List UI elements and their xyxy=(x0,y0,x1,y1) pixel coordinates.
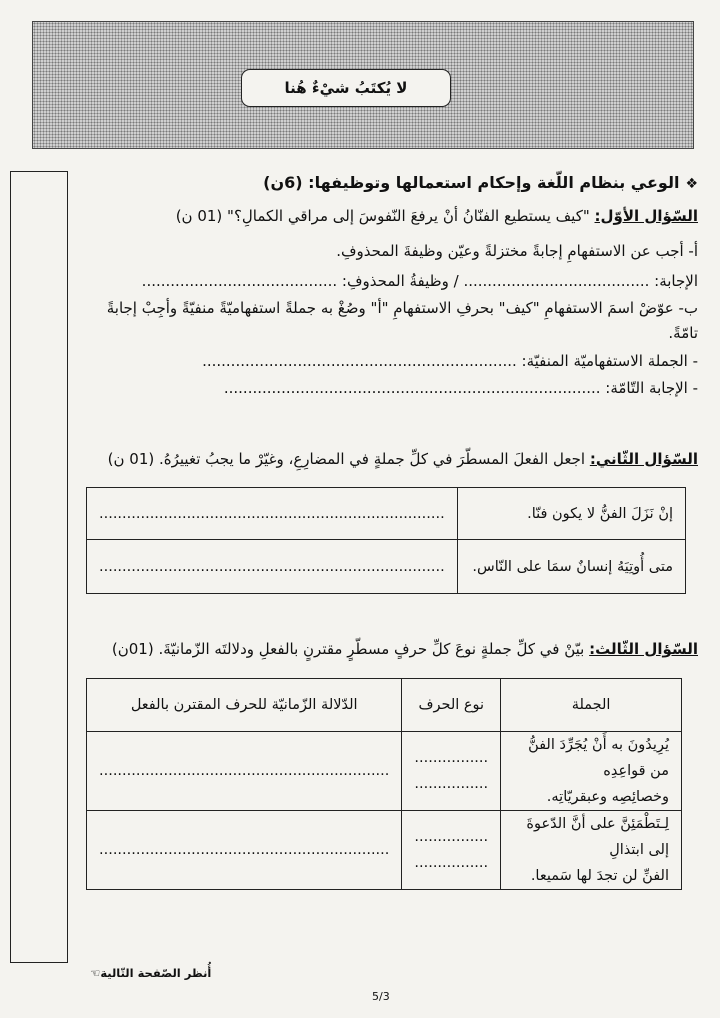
q1-text: "كيف يستطيع الفنّانُ أنْ يرفعَ النّفوسَ إلى مراقي الكمالِ؟" (01 ن) xyxy=(175,207,590,225)
q1-label: السّؤال الأوّل: xyxy=(594,207,698,225)
q1-b-line1: ب- عوّضْ اسمَ الاستفهامِ "كيف" بحرفِ الاستفهامِ "أ" وصُغْ به جملةً استفهاميّةً منفيّةً وأجِبْ إجابةً xyxy=(106,299,698,317)
next-page-label: أُنظر الصّفحة التّالية xyxy=(100,966,212,980)
table-row xyxy=(87,732,682,811)
table-header-row xyxy=(87,679,682,732)
q3-type-1-blank-a[interactable]: ................ xyxy=(414,750,489,766)
q3-type-2-blank-a[interactable]: ................ xyxy=(414,829,489,845)
q3-header-meaning: الدّلالة الزّمانيّة للحرف المقترن بالفعل xyxy=(87,679,402,732)
q1-a-answer: الإجابة: ....................................... / وظيفةُ المحذوفِ: ......................................... xyxy=(141,272,698,290)
q3-label: السّؤال الثّالث: xyxy=(589,640,698,658)
q2-blank-1[interactable]: ........................................................................... xyxy=(87,488,458,540)
q2-sentence-2: متى أُوتِيَهُ إنسانٌ سمَا على النّاس. xyxy=(457,540,685,594)
q3-type-1-blank-b[interactable]: ................ xyxy=(414,776,489,792)
table-row xyxy=(87,488,686,540)
q3-table xyxy=(86,678,682,890)
margin-box xyxy=(10,171,68,963)
page-number: 5/3 xyxy=(372,990,390,1003)
table-row xyxy=(87,811,682,890)
q1-b-line2: تامّةً. xyxy=(668,324,698,342)
next-page-note xyxy=(90,966,211,980)
header-band xyxy=(32,21,694,149)
no-write-notice: لا يُكتَبُ شيْءٌ هُنا xyxy=(241,69,451,107)
q1-line xyxy=(176,205,698,227)
q3-header-sentence: الجملة xyxy=(501,679,682,732)
q1-b-negative: - الجملة الاستفهاميّة المنفيّة: .................................................................. xyxy=(202,352,698,370)
q3-line xyxy=(112,638,698,660)
q3-sentence-2-line1: لِـتَطْمَئِنَّ على أنَّ الدّعوةَ إلى ابتذالِ xyxy=(526,816,669,858)
q3-text: بيّنْ في كلِّ جملةٍ نوعَ كلِّ حرفٍ مسطّرٍ مقترنٍ بالفعلِ ودلالتَه الزّمانيّةَ. (01ن) xyxy=(111,640,585,658)
pointing-hand-icon: ☜ xyxy=(90,966,101,980)
q3-sentence-2 xyxy=(501,811,682,890)
q3-sentence-1 xyxy=(501,732,682,811)
q2-label: السّؤال الثّاني: xyxy=(589,450,698,468)
q3-sentence-1-line2: وخصائِصِه وعبقريّاتِه. xyxy=(546,789,669,805)
q1-b-full: - الإجابة التّامّة: ............................................................................... xyxy=(223,379,698,397)
q2-line xyxy=(108,448,698,470)
q2-sentence-1: إنْ نَزَلَ الفنُّ لا يكون فنّا. xyxy=(457,488,685,540)
q3-meaning-2[interactable]: ............................................................... xyxy=(87,811,402,890)
q3-type-1[interactable] xyxy=(402,732,501,811)
q1-a: أ- أجب عن الاستفهامِ إجابةً مختزلةً وعيّن وظيفةَ المحذوفِ. xyxy=(336,242,698,260)
q3-type-2[interactable] xyxy=(402,811,501,890)
q3-sentence-2-line2: الفنِّ لن تجدَ لها سَميعا. xyxy=(530,868,669,884)
q3-sentence-1-line1: يُرِيدُونَ به أَنْ يُجَرِّدَ الفنُّ من قواعِدِه xyxy=(528,737,669,779)
section-title: ❖الوعي بنظام اللّغة وإحكام استعمالها وتوظيفها: (6ن) xyxy=(263,173,698,192)
q3-meaning-1[interactable]: ............................................................... xyxy=(87,732,402,811)
table-row xyxy=(87,540,686,594)
q2-text: اجعل الفعلَ المسطّرَ في كلِّ جملةٍ في المضارِعِ، وغيّرْ ما يجبُ تغييرُهُ. (01 ن) xyxy=(107,450,586,468)
q2-table xyxy=(86,487,686,594)
diamond-bullet-icon: ❖ xyxy=(685,176,698,192)
q3-type-2-blank-b[interactable]: ................ xyxy=(414,855,489,871)
q2-blank-2[interactable]: ........................................................................... xyxy=(87,540,458,594)
q3-header-type: نوع الحرف xyxy=(402,679,501,732)
